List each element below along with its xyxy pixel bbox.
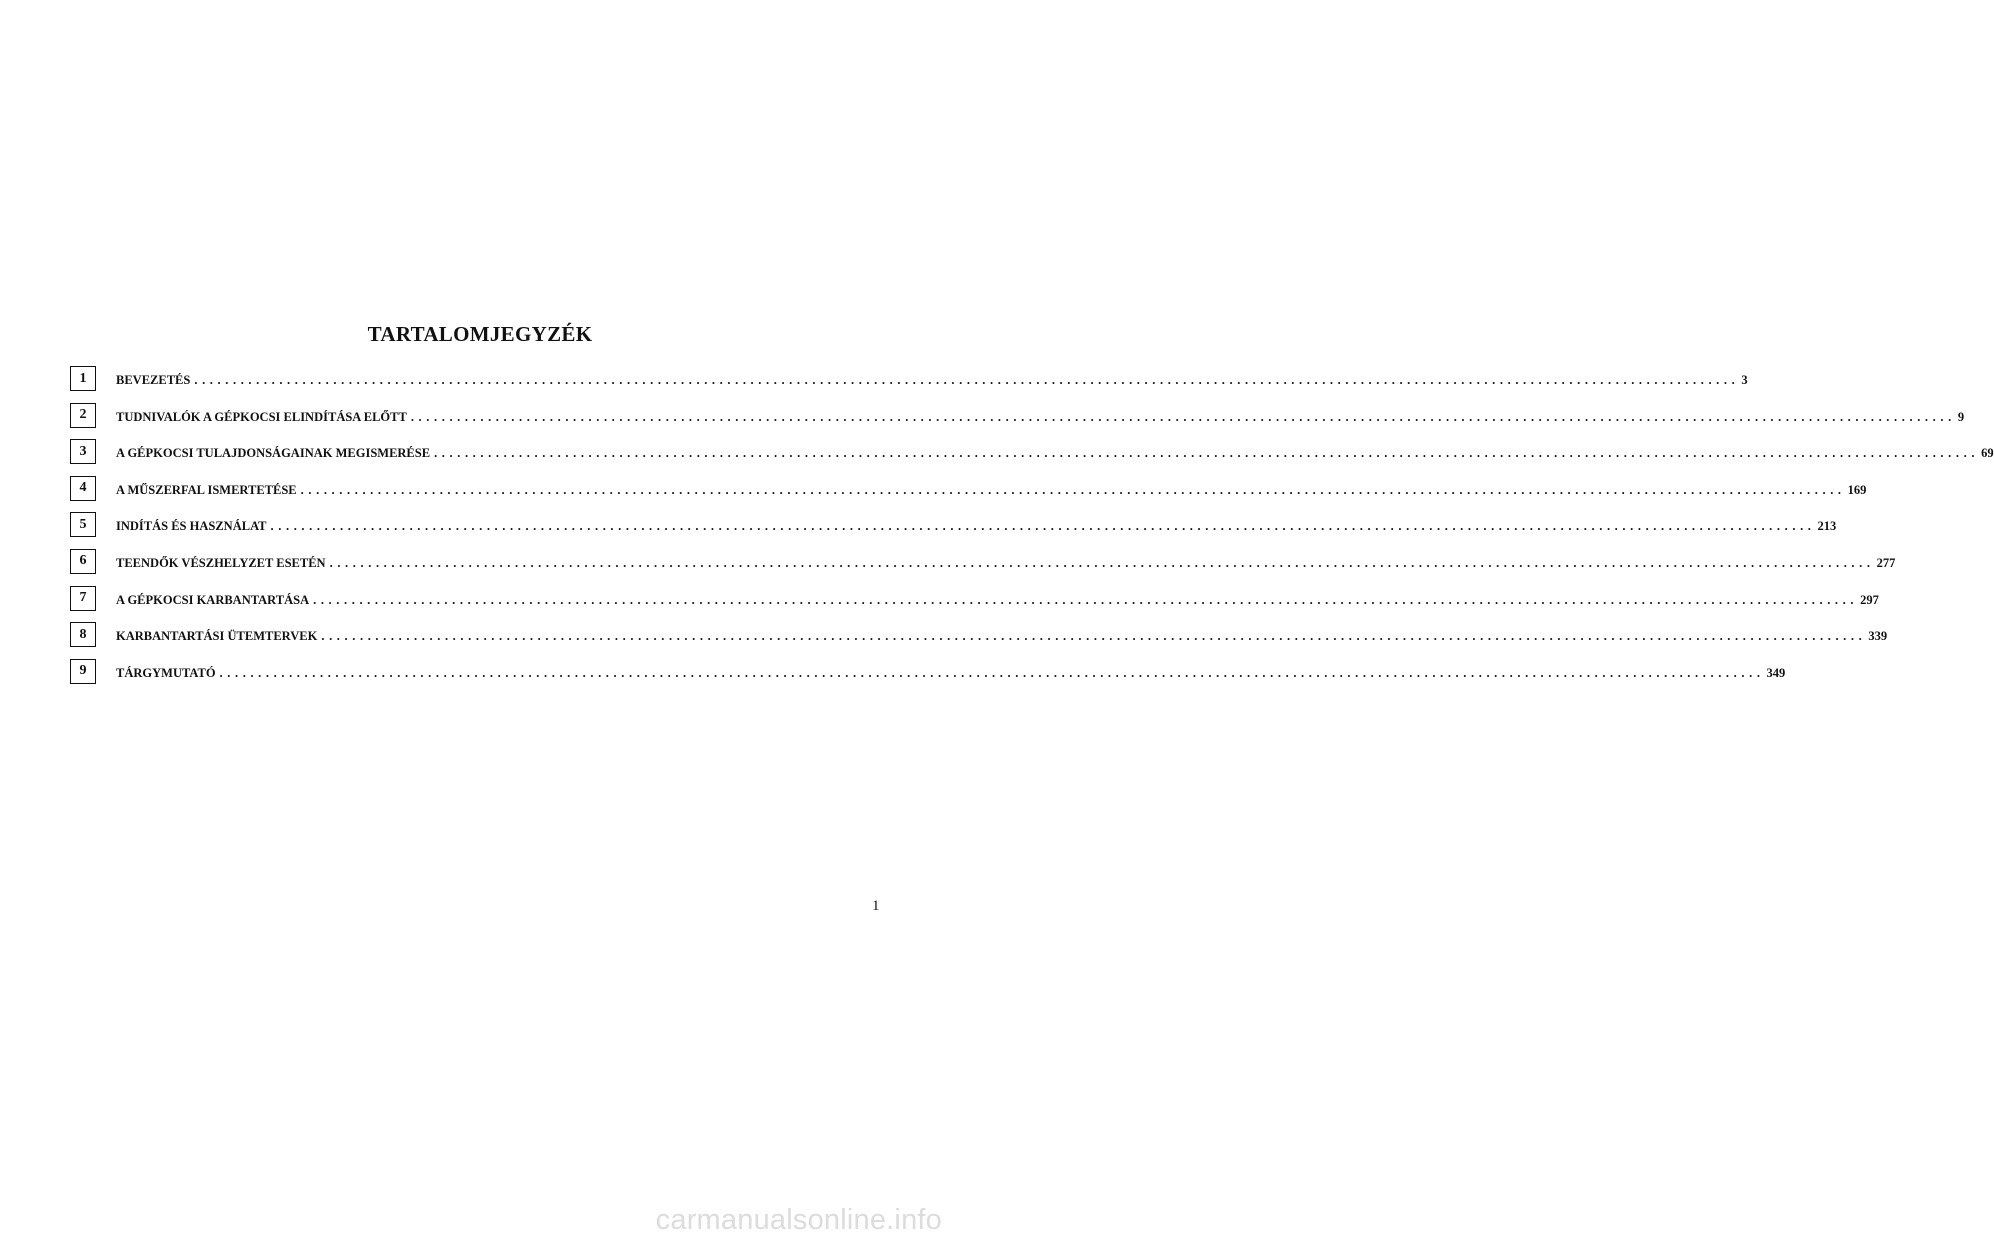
dot-leader: ........................................................................................................................................................................................................ xyxy=(410,409,1956,424)
toc-entry-title[interactable]: TEENDŐK VÉSZHELYZET ESETÉN xyxy=(116,555,326,570)
toc-entry-line xyxy=(116,629,1888,644)
toc-entry-title[interactable]: INDÍTÁS ÉS HASZNÁLAT xyxy=(116,519,267,534)
toc-entry-title[interactable]: TUDNIVALÓK A GÉPKOCSI ELINDÍTÁSA ELŐTT xyxy=(116,409,407,424)
dot-leader: ........................................................................................................................................................................................................ xyxy=(313,592,1859,607)
toc-entry-page: 349 xyxy=(1766,665,1786,680)
toc-entry-5[interactable] xyxy=(70,512,1837,549)
toc-entry-page: 169 xyxy=(1847,482,1867,497)
toc-entry-9[interactable] xyxy=(70,659,1786,696)
toc-entry-line xyxy=(116,409,1965,425)
dot-leader: ........................................................................................................................................................................................................ xyxy=(270,519,1816,534)
toc-entry-page: 3 xyxy=(1741,373,1748,387)
toc-entry-page: 213 xyxy=(1817,519,1837,534)
watermark: carmanualsonline.info xyxy=(655,1204,942,1236)
table-of-contents xyxy=(70,366,1994,695)
chapter-tab: 7 xyxy=(70,586,96,611)
toc-entry-8[interactable] xyxy=(70,622,1888,659)
toc-entry-line xyxy=(116,665,1786,681)
toc-entry-title[interactable]: TÁRGYMUTATÓ xyxy=(116,665,216,680)
chapter-tab: 5 xyxy=(70,512,96,537)
toc-entry-title[interactable]: A MŰSZERFAL ISMERTETÉSE xyxy=(116,482,297,497)
toc-entry-4[interactable] xyxy=(70,476,1867,513)
toc-entry-page: 277 xyxy=(1876,555,1896,570)
toc-entry-page: 69 xyxy=(1981,446,1994,461)
dot-leader: ........................................................................................................................................................................................................ xyxy=(219,665,1765,680)
chapter-tab: 3 xyxy=(70,439,96,464)
chapter-tab: 8 xyxy=(70,622,96,647)
dot-leader: ........................................................................................................................................................................................................ xyxy=(321,629,1867,644)
chapter-tab: 4 xyxy=(70,476,96,501)
toc-entry-line xyxy=(116,592,1879,608)
chapter-tab: 2 xyxy=(70,403,96,428)
dot-leader: ........................................................................................................................................................................................................ xyxy=(329,555,1875,570)
dot-leader: ........................................................................................................................................................................................................ xyxy=(194,373,1740,387)
toc-entry-2[interactable] xyxy=(70,403,1965,440)
toc-entry-page: 297 xyxy=(1860,592,1879,607)
toc-entry-3[interactable] xyxy=(70,439,1994,476)
toc-entry-title[interactable]: A GÉPKOCSI TULAJDONSÁGAINAK MEGISMERÉSE xyxy=(116,446,431,461)
chapter-tab: 9 xyxy=(70,659,96,684)
toc-entry-line xyxy=(116,373,1748,388)
toc-entry-7[interactable] xyxy=(70,586,1879,623)
toc-entry-page: 339 xyxy=(1868,629,1888,644)
toc-entry-6[interactable] xyxy=(70,549,1896,586)
dot-leader: ........................................................................................................................................................................................................ xyxy=(300,482,1846,497)
toc-entry-line xyxy=(116,519,1837,534)
page-number: 1 xyxy=(872,898,880,914)
toc-entry-line xyxy=(116,446,1994,461)
toc-entry-line xyxy=(116,555,1896,571)
toc-entry-title[interactable]: A GÉPKOCSI KARBANTARTÁSA xyxy=(116,592,310,607)
dot-leader: ........................................................................................................................................................................................................ xyxy=(434,446,1980,461)
toc-entry-title[interactable]: BEVEZETÉS xyxy=(116,373,191,387)
chapter-tab: 1 xyxy=(70,366,96,391)
toc-entry-line xyxy=(116,482,1867,498)
toc-entry-page: 9 xyxy=(1957,409,1965,424)
page-title: TARTALOMJEGYZÉK xyxy=(367,322,593,346)
toc-entry-title[interactable]: KARBANTARTÁSI ÜTEMTERVEK xyxy=(116,629,318,644)
toc-entry-1[interactable] xyxy=(70,366,1748,403)
chapter-tab: 6 xyxy=(70,549,96,574)
